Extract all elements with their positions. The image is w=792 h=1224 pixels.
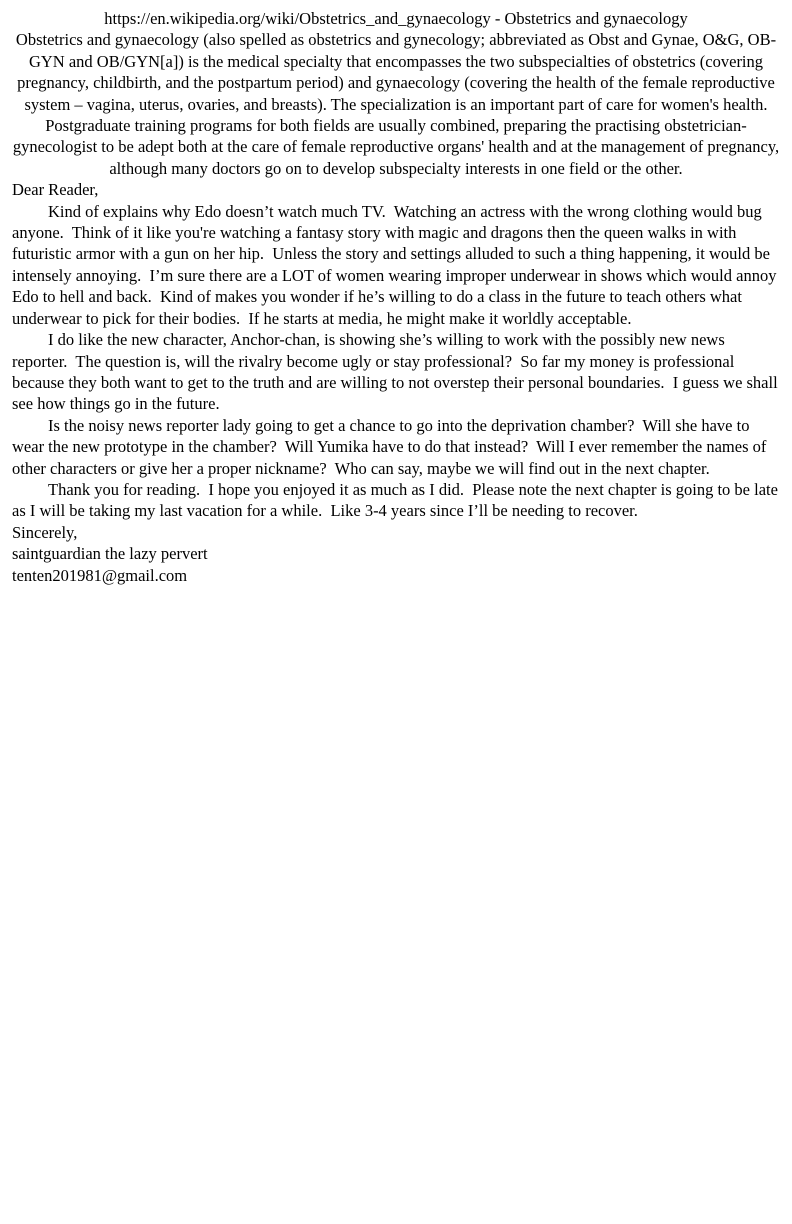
letter-paragraph-1: Kind of explains why Edo doesn’t watch much TV. Watching an actress with the wrong clothing would bug anyone. Think of it like you're watching a fantasy story with magic and dragons then the queen walks in with futuristic armor with a gun on her hip. Unless the story and settings alluded to such a thing happening, it would be intensely annoying. I’m sure there are a LOT of women wearing improper underwear in shows which would annoy Edo to hell and back. Kind of makes you wonder if he’s willing to do a class in the future to teach others what underwear to pick for their bodies. If he starts at media, he might make it worldly acceptable. [12,201,781,328]
article-url-line: https://en.wikipedia.org/wiki/Obstetrics_and_gynaecology - Obstetrics and gynaecology [104,9,688,28]
article-excerpt-paragraph-2: Postgraduate training programs for both fields are usually combined, preparing the practising obstetrician-gynecologist to be adept both at the care of female reproductive organs' health and at the management of pregnancy, although many doctors go on to develop subspecialty interests in one field or the other. [12,116,784,178]
letter-salutation: Dear Reader, [12,180,99,200]
article-excerpt-block [12,8,784,179]
signature-email: tenten201981@gmail.com [12,565,188,585]
signature-name: saintguardian the lazy pervert [12,544,208,564]
letter-paragraph-4: Thank you for reading. I hope you enjoyed it as much as I did. Please note the next chapter is going to be late as I will be taking my last vacation for a while. Like 3-4 years since I’ll be needing to recover. [12,479,783,521]
letter-closing: Sincerely, [12,522,78,542]
letter-paragraph-2: I do like the new character, Anchor-chan, is showing she’s willing to work with the possibly new news reporter. The question is, will the rivalry become ugly or stay professional? So far my money is professional because they both want to get to the truth and are willing to not overstep their personal boundaries. I guess we shall see how things go in the future. [12,330,782,414]
article-excerpt-paragraph-1: Obstetrics and gynaecology (also spelled as obstetrics and gynecology; abbreviated as Obst and Gynae, O&G, OB-GYN and OB/GYN[a]) is the medical specialty that encompasses the two subspecialties of obstetrics (covering pregnancy, childbirth, and the postpartum period) and gynaecology (covering the health of the female reproductive system – vagina, uterus, ovaries, and breasts). The specialization is an important part of care for women's health. [15,30,779,114]
letter-paragraph-3: Is the noisy news reporter lady going to get a chance to go into the deprivation chamber? Will she have to wear the new prototype in the chamber? Will Yumika have to do that instead? Will I ever remember the names of other characters or give her a proper nickname? Who can say, maybe we will find out in the next chapter. [12,415,771,478]
